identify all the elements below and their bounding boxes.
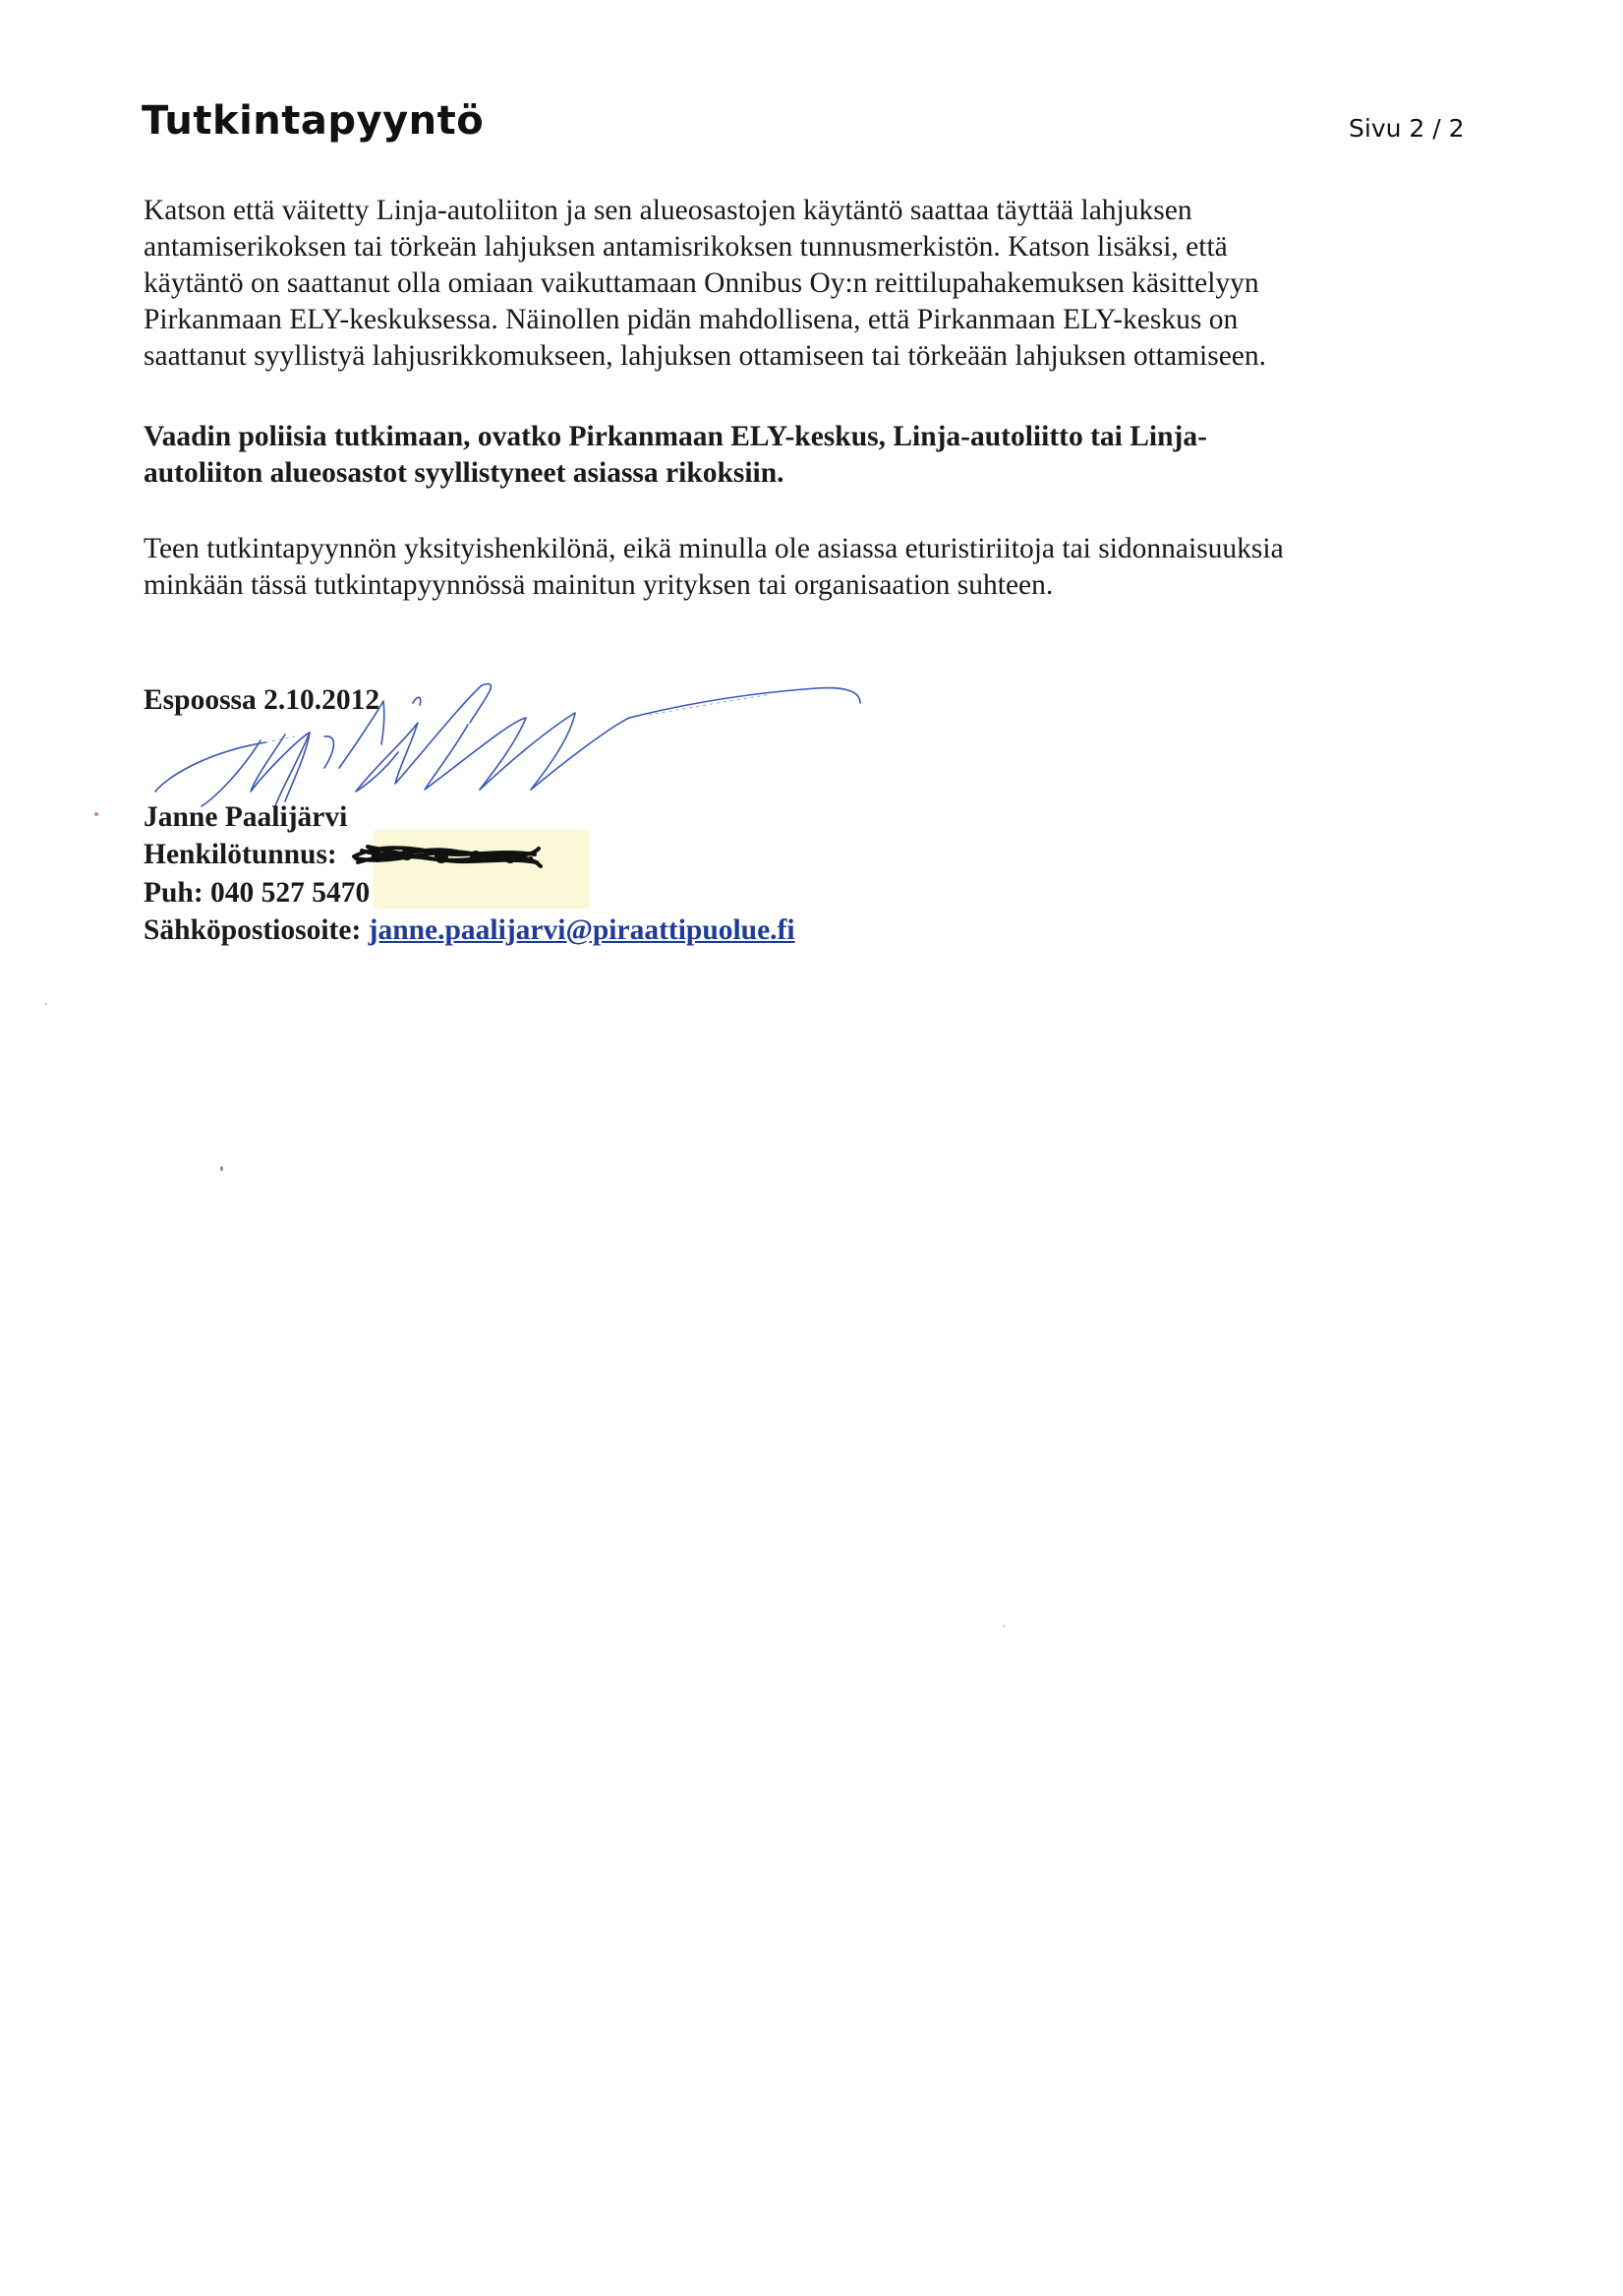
paragraph-3-line: Teen tutkintapyynnön yksityishenkilönä, eikä minulla ole asiassa eturistiriitoja tai sidonnaisuuksia: [144, 533, 1284, 564]
scan-speck: [1003, 1624, 1006, 1627]
paragraph-1: [144, 193, 1461, 375]
place-date: Espoossa 2.10.2012: [144, 684, 380, 716]
scan-speck: [45, 1003, 47, 1005]
paragraph-2-line: Vaadin poliisia tutkimaan, ovatko Pirkanmaan ELY-keskus, Linja-autoliitto tai Linja-: [144, 421, 1207, 452]
signer-name: Janne Paalijärvi: [144, 801, 348, 833]
paragraph-1-line: käytäntö on saattanut olla omiaan vaikuttamaan Onnibus Oy:n reittilupahakemuksen käsittelyyn: [144, 267, 1259, 299]
signer-email-label: Sähköpostiosoite:: [144, 914, 362, 947]
paragraph-1-line: antamiserikoksen tai törkeän lahjuksen antamisrikoksen tunnusmerkistön. Katson lisäksi, että: [144, 231, 1228, 263]
signer-phone: Puh: 040 527 5470: [144, 877, 371, 910]
signer-id-row: [144, 836, 795, 874]
scan-speck: [94, 812, 98, 816]
signer-contact: [144, 798, 795, 949]
page-number: Sivu 2 / 2: [1349, 114, 1465, 143]
signer-id-label: Henkilötunnus:: [144, 839, 337, 870]
paragraph-2-line: autoliiton alueosastot syyllistyneet asiassa rikoksiin.: [144, 457, 784, 489]
document-title: Tutkintapyyntö: [142, 98, 485, 144]
paragraph-1-line: saattanut syyllistyä lahjusrikkomukseen, lahjuksen ottamiseen tai törkeään lahjuksen ottamiseen.: [144, 340, 1267, 372]
paragraph-1-line: Pirkanmaan ELY-keskuksessa. Näinollen pidän mahdollisena, että Pirkanmaan ELY-keskus on: [144, 304, 1239, 335]
paragraph-1-line: Katson että väitetty Linja-autoliiton ja sen alueosastojen käytäntö saattaa täyttää lahjuksen: [144, 195, 1192, 226]
paragraph-2-demand: [144, 419, 1461, 492]
paragraph-3: [144, 531, 1461, 604]
paragraph-3-line: minkään tässä tutkintapyynnössä mainitun yrityksen tai organisaation suhteen.: [144, 569, 1054, 601]
redaction-scribble: [348, 839, 545, 874]
signer-email-link[interactable]: janne.paalijarvi@piraattipuolue.fi: [368, 914, 795, 947]
signer-email-row: [144, 912, 795, 949]
scan-speck: [220, 1166, 223, 1171]
